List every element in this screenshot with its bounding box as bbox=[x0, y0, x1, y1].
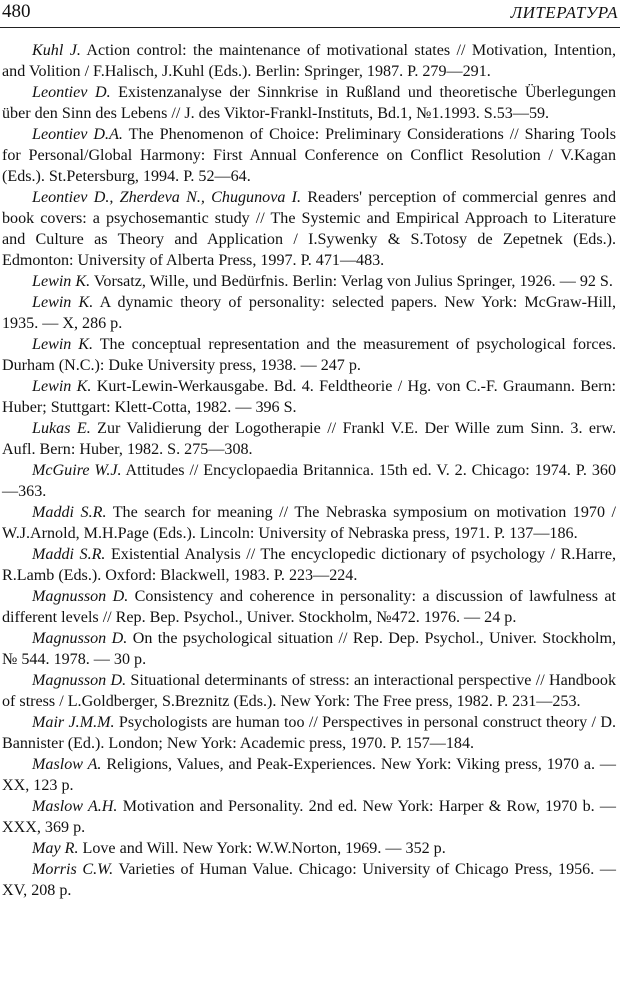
reference-text: The search for meaning // The Nebraska symposium on motivation 1970 / W.J.Arnold, M.H.Page (Eds.). Lincoln: University of Nebraska press, 1971. P. 137—186. bbox=[2, 504, 616, 542]
reference-text: A dynamic theory of personality: selected papers. New York: McGraw-Hill, 1935. — X, 286 p. bbox=[2, 294, 616, 332]
reference-author: May R. bbox=[32, 840, 79, 857]
reference-author: Mair J.M.M. bbox=[32, 714, 115, 731]
reference-author: Morris C.W. bbox=[32, 861, 114, 878]
reference-entry bbox=[2, 271, 616, 292]
reference-text: Psychologists are human too // Perspectives in personal construct theory / D. Bannister (Ed.). London; New York: Academic press, 1970. P. 157—184. bbox=[2, 714, 616, 752]
running-head: ЛИТЕРАТУРА bbox=[510, 3, 618, 22]
reference-text: Situational determinants of stress: an interactional perspective // Handbook of stress / L.Goldberger, S.Breznitz (Eds.). New York: The Free press, 1982. P. 231—253. bbox=[2, 672, 616, 710]
reference-entry bbox=[2, 754, 616, 796]
reference-author: McGuire W.J. bbox=[32, 462, 122, 479]
reference-text: Vorsatz, Wille, und Bedürfnis. Berlin: Verlag von Julius Springer, 1926. — 92 S. bbox=[90, 273, 613, 290]
reference-entry bbox=[2, 187, 616, 271]
reference-author: Leontiev D.A. bbox=[32, 126, 123, 143]
reference-author: Kuhl J. bbox=[32, 42, 81, 59]
reference-entry bbox=[2, 502, 616, 544]
reference-text: Existenzanalyse der Sinnkrise in Rußland und theoretische Überlegungen über den Sinn des Lebens // J. des Viktor-Frankl-Instituts, Bd.1, №1.1993. S.53—59. bbox=[2, 84, 616, 122]
reference-text: Attitudes // Encyclopaedia Britannica. 15th ed. V. 2. Chicago: 1974. P. 360—363. bbox=[2, 462, 617, 500]
reference-author: Lukas E. bbox=[32, 420, 91, 437]
reference-entry bbox=[2, 628, 616, 670]
reference-entry bbox=[2, 670, 616, 712]
header-rule bbox=[0, 27, 620, 28]
reference-author: Lewin K. bbox=[32, 378, 92, 395]
reference-author: Maslow A.H. bbox=[32, 798, 118, 815]
reference-text: Love and Will. New York: W.W.Norton, 1969. — 352 p. bbox=[78, 840, 446, 857]
reference-entry bbox=[2, 82, 616, 124]
reference-text: The Phenomenon of Choice: Preliminary Considerations // Sharing Tools for Personal/Global Harmony: First Annual Conference on Conflict Resolution / V.Kagan (Eds.). St.Petersburg, 1994. P. 52—64. bbox=[2, 126, 616, 185]
reference-author: Magnusson D. bbox=[32, 672, 127, 689]
reference-entry bbox=[2, 124, 616, 187]
reference-entry bbox=[2, 586, 616, 628]
reference-author: Magnusson D. bbox=[32, 630, 128, 647]
reference-entry bbox=[2, 859, 616, 901]
reference-entry bbox=[2, 334, 616, 376]
reference-author: Lewin K. bbox=[32, 294, 94, 311]
reference-author: Lewin K. bbox=[32, 273, 91, 290]
reference-text: Consistency and coherence in personality: a discussion of lawfulness at different levels // Rep. Bep. Psychol., Univer. Stockholm, №472. 1976. — 24 p. bbox=[2, 588, 616, 626]
reference-entry bbox=[2, 796, 616, 838]
reference-text: Action control: the maintenance of motivational states // Motivation, Intention, and Volition / F.Halisch, J.Kuhl (Eds.). Berlin: Springer, 1987. P. 279—291. bbox=[2, 42, 616, 80]
reference-text: Zur Validierung der Logotherapie // Frankl V.E. Der Wille zum Sinn. 3. erw. Aufl. Bern: Huber, 1982. S. 275—308. bbox=[2, 420, 617, 458]
reference-text: Kurt-Lewin-Werkausgabe. Bd. 4. Feldtheorie / Hg. von C.-F. Graumann. Bern: Huber; Stuttgart: Klett-Cotta, 1982. — 396 S. bbox=[2, 378, 616, 416]
reference-author: Magnusson D. bbox=[32, 588, 129, 605]
reference-entry bbox=[2, 376, 616, 418]
reference-author: Maddi S.R. bbox=[32, 504, 107, 521]
reference-entry bbox=[2, 40, 616, 82]
reference-entry bbox=[2, 292, 616, 334]
page-header bbox=[0, 0, 620, 30]
reference-entry bbox=[2, 712, 616, 754]
reference-author: Maslow A. bbox=[32, 756, 102, 773]
reference-author: Lewin K. bbox=[32, 336, 94, 353]
reference-text: Religions, Values, and Peak-Experiences. New York: Viking press, 1970 a. — XX, 123 p. bbox=[2, 756, 616, 794]
reference-text: Readers' perception of commercial genres and book covers: a psychosemantic study // The Systemic and Empirical Approach to Literature and Culture as Theory and Application / I.Sywenky & S.Totosy de Zepetnek (Eds.). Edmonton: University of Alberta Press, 1997. P. 471—483. bbox=[2, 189, 616, 269]
reference-text: Existential Analysis // The encyclopedic dictionary of psychology / R.Harre, R.Lamb (Eds.). Oxford: Blackwell, 1983. P. 223—224. bbox=[2, 546, 617, 584]
reference-author: Maddi S.R. bbox=[32, 546, 106, 563]
reference-text: On the psychological situation // Rep. Dep. Psychol., Univer. Stockholm, № 544. 1978. — 30 p. bbox=[2, 630, 617, 668]
page-number: 480 bbox=[2, 1, 31, 22]
reference-text: The conceptual representation and the measurement of psychological forces. Durham (N.C.): Duke University press, 1938. — 247 p. bbox=[2, 336, 616, 374]
reference-entry bbox=[2, 838, 616, 859]
reference-list bbox=[2, 40, 616, 901]
reference-text: Motivation and Personality. 2nd ed. New York: Harper & Row, 1970 b. — XXX, 369 p. bbox=[2, 798, 617, 836]
reference-entry bbox=[2, 544, 616, 586]
reference-author: Leontiev D. bbox=[32, 84, 111, 101]
reference-entry bbox=[2, 460, 616, 502]
reference-text: Varieties of Human Value. Chicago: University of Chicago Press, 1956. — XV, 208 p. bbox=[2, 861, 616, 899]
reference-author: Leontiev D., Zherdeva N., Chugunova I. bbox=[32, 189, 302, 206]
reference-entry bbox=[2, 418, 616, 460]
